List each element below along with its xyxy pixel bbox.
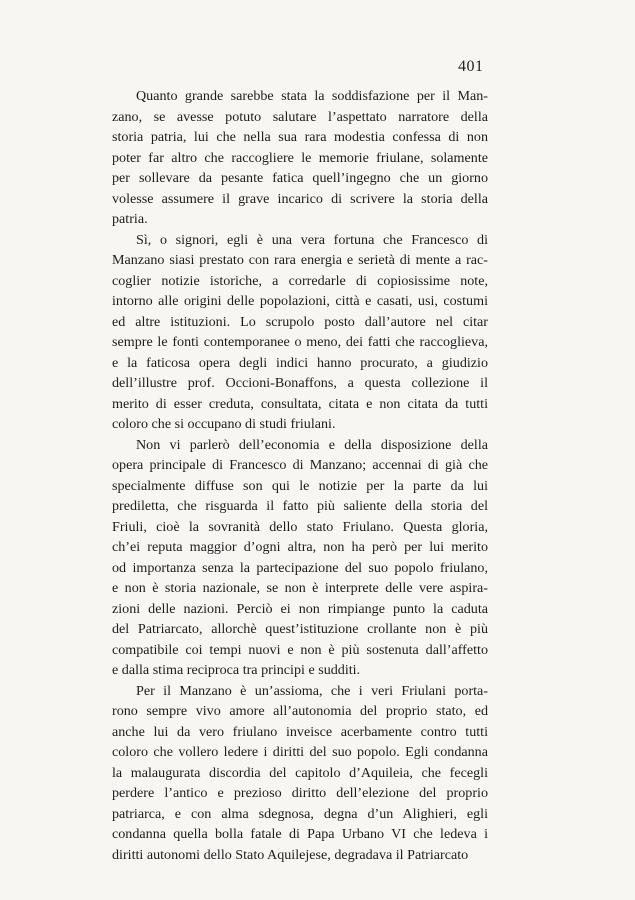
text-line: Per il Manzano è un’assioma, che i veri Friulani porta- (136, 682, 488, 699)
text-line: opera principale di Francesco di Manzano; accennai di già che (112, 457, 488, 473)
text-line: del Patriarcato, allorchè quest’istituzione crollante non è più (112, 621, 488, 637)
text-line: Sì, o signori, egli è una vera fortuna che Francesco di (136, 231, 488, 248)
body-text (112, 86, 488, 865)
paragraph (112, 681, 488, 866)
paragraph (112, 86, 488, 230)
text-line: Manzano siasi prestato con rara energia e serietà di mente a rac- (112, 252, 488, 268)
paragraph (112, 230, 488, 435)
text-line: sempre le fonti contemporanee o meno, dei fatti che raccoglieva, (112, 334, 488, 350)
text-line: e la faticosa opera degli indici hanno procurato, a giudizio (112, 354, 488, 371)
text-line: merito di esser creduta, consultata, citata e non citata da tutti (112, 395, 488, 412)
text-line: e non è storia nazionale, se non è interprete delle vere aspira- (112, 580, 488, 596)
text-line: dell’illustre prof. Occioni-Bonaffons, a questa collezione il (112, 375, 488, 391)
text-line: condanna quella bolla fatale di Papa Urbano VI che ledeva i (112, 826, 488, 842)
text-line: prediletta, che risguarda il fatto più saliente della storia del (112, 498, 488, 514)
text-line: Quanto grande sarebbe stata la soddisfazione per il Man- (136, 88, 488, 104)
text-line: anche lui da vero friulano inveisce acerbamente contro tutti (112, 723, 488, 740)
text-line: e dalla stima reciproca tra principi e sudditi. (112, 662, 361, 678)
text-line: coloro che vollero ledere i diritti del suo popolo. Egli condanna (112, 744, 488, 760)
text-line: coglier notizie istoriche, a corredarle di copiosissime note, (112, 272, 488, 289)
page-number: 401 (458, 58, 484, 75)
text-line: compatibile coi tempi nuovi e non è più sostenuta dall’affetto (112, 641, 488, 658)
text-line: storia patria, lui che nella sua rara modestia confessa di non (112, 129, 488, 145)
text-line: specialmente diffuse son qui le notizie per la parte da lui (112, 477, 488, 494)
text-line: intorno alle origini delle popolazioni, città e casati, usi, costumi (112, 293, 488, 309)
text-line: patriarca, e con alma sdegnosa, degna d’un Alighieri, egli (112, 805, 488, 822)
text-line: poter far altro che raccogliere le memorie friulane, solamente (112, 149, 488, 166)
text-line: ch’ei reputa maggior d’ogni altra, non ha però per lui merito (112, 539, 488, 555)
text-line: per sollevare da pesante fatica quell’ingegno che un giorno (112, 170, 488, 186)
text-line: zano, se avesse potuto salutare l’aspettato narratore della (112, 108, 488, 125)
text-line: patria. (112, 211, 148, 227)
paragraph (112, 435, 488, 681)
text-line: od importanza senza la partecipazione del suo popolo friulano, (112, 559, 488, 576)
text-line: Friuli, cioè la sovranità dello stato Friulano. Questa gloria, (112, 518, 488, 535)
text-line: rono sempre vivo amore all’autonomia del proprio stato, ed (112, 703, 488, 719)
text-line: coloro che si occupano di studi friulani. (112, 416, 336, 432)
text-line: ed altre istituzioni. Lo scrupolo posto dall’autore nel citar (112, 313, 488, 330)
text-line: volesse assumere il grave incarico di scrivere la storia della (112, 190, 488, 207)
text-line: Non vi parlerò dell’economia e della disposizione della (136, 436, 488, 453)
text-line: la malaugurata discordia del capitolo d’Aquileia, che fecegli (112, 764, 488, 781)
text-line: diritti autonomi dello Stato Aquilejese, degradava il Patriarcato (112, 846, 469, 863)
text-line: zioni delle nazioni. Perciò ei non rimpiange punto la caduta (112, 600, 488, 617)
text-line: perdere l’antico e prezioso diritto dell’elezione del proprio (112, 785, 488, 801)
